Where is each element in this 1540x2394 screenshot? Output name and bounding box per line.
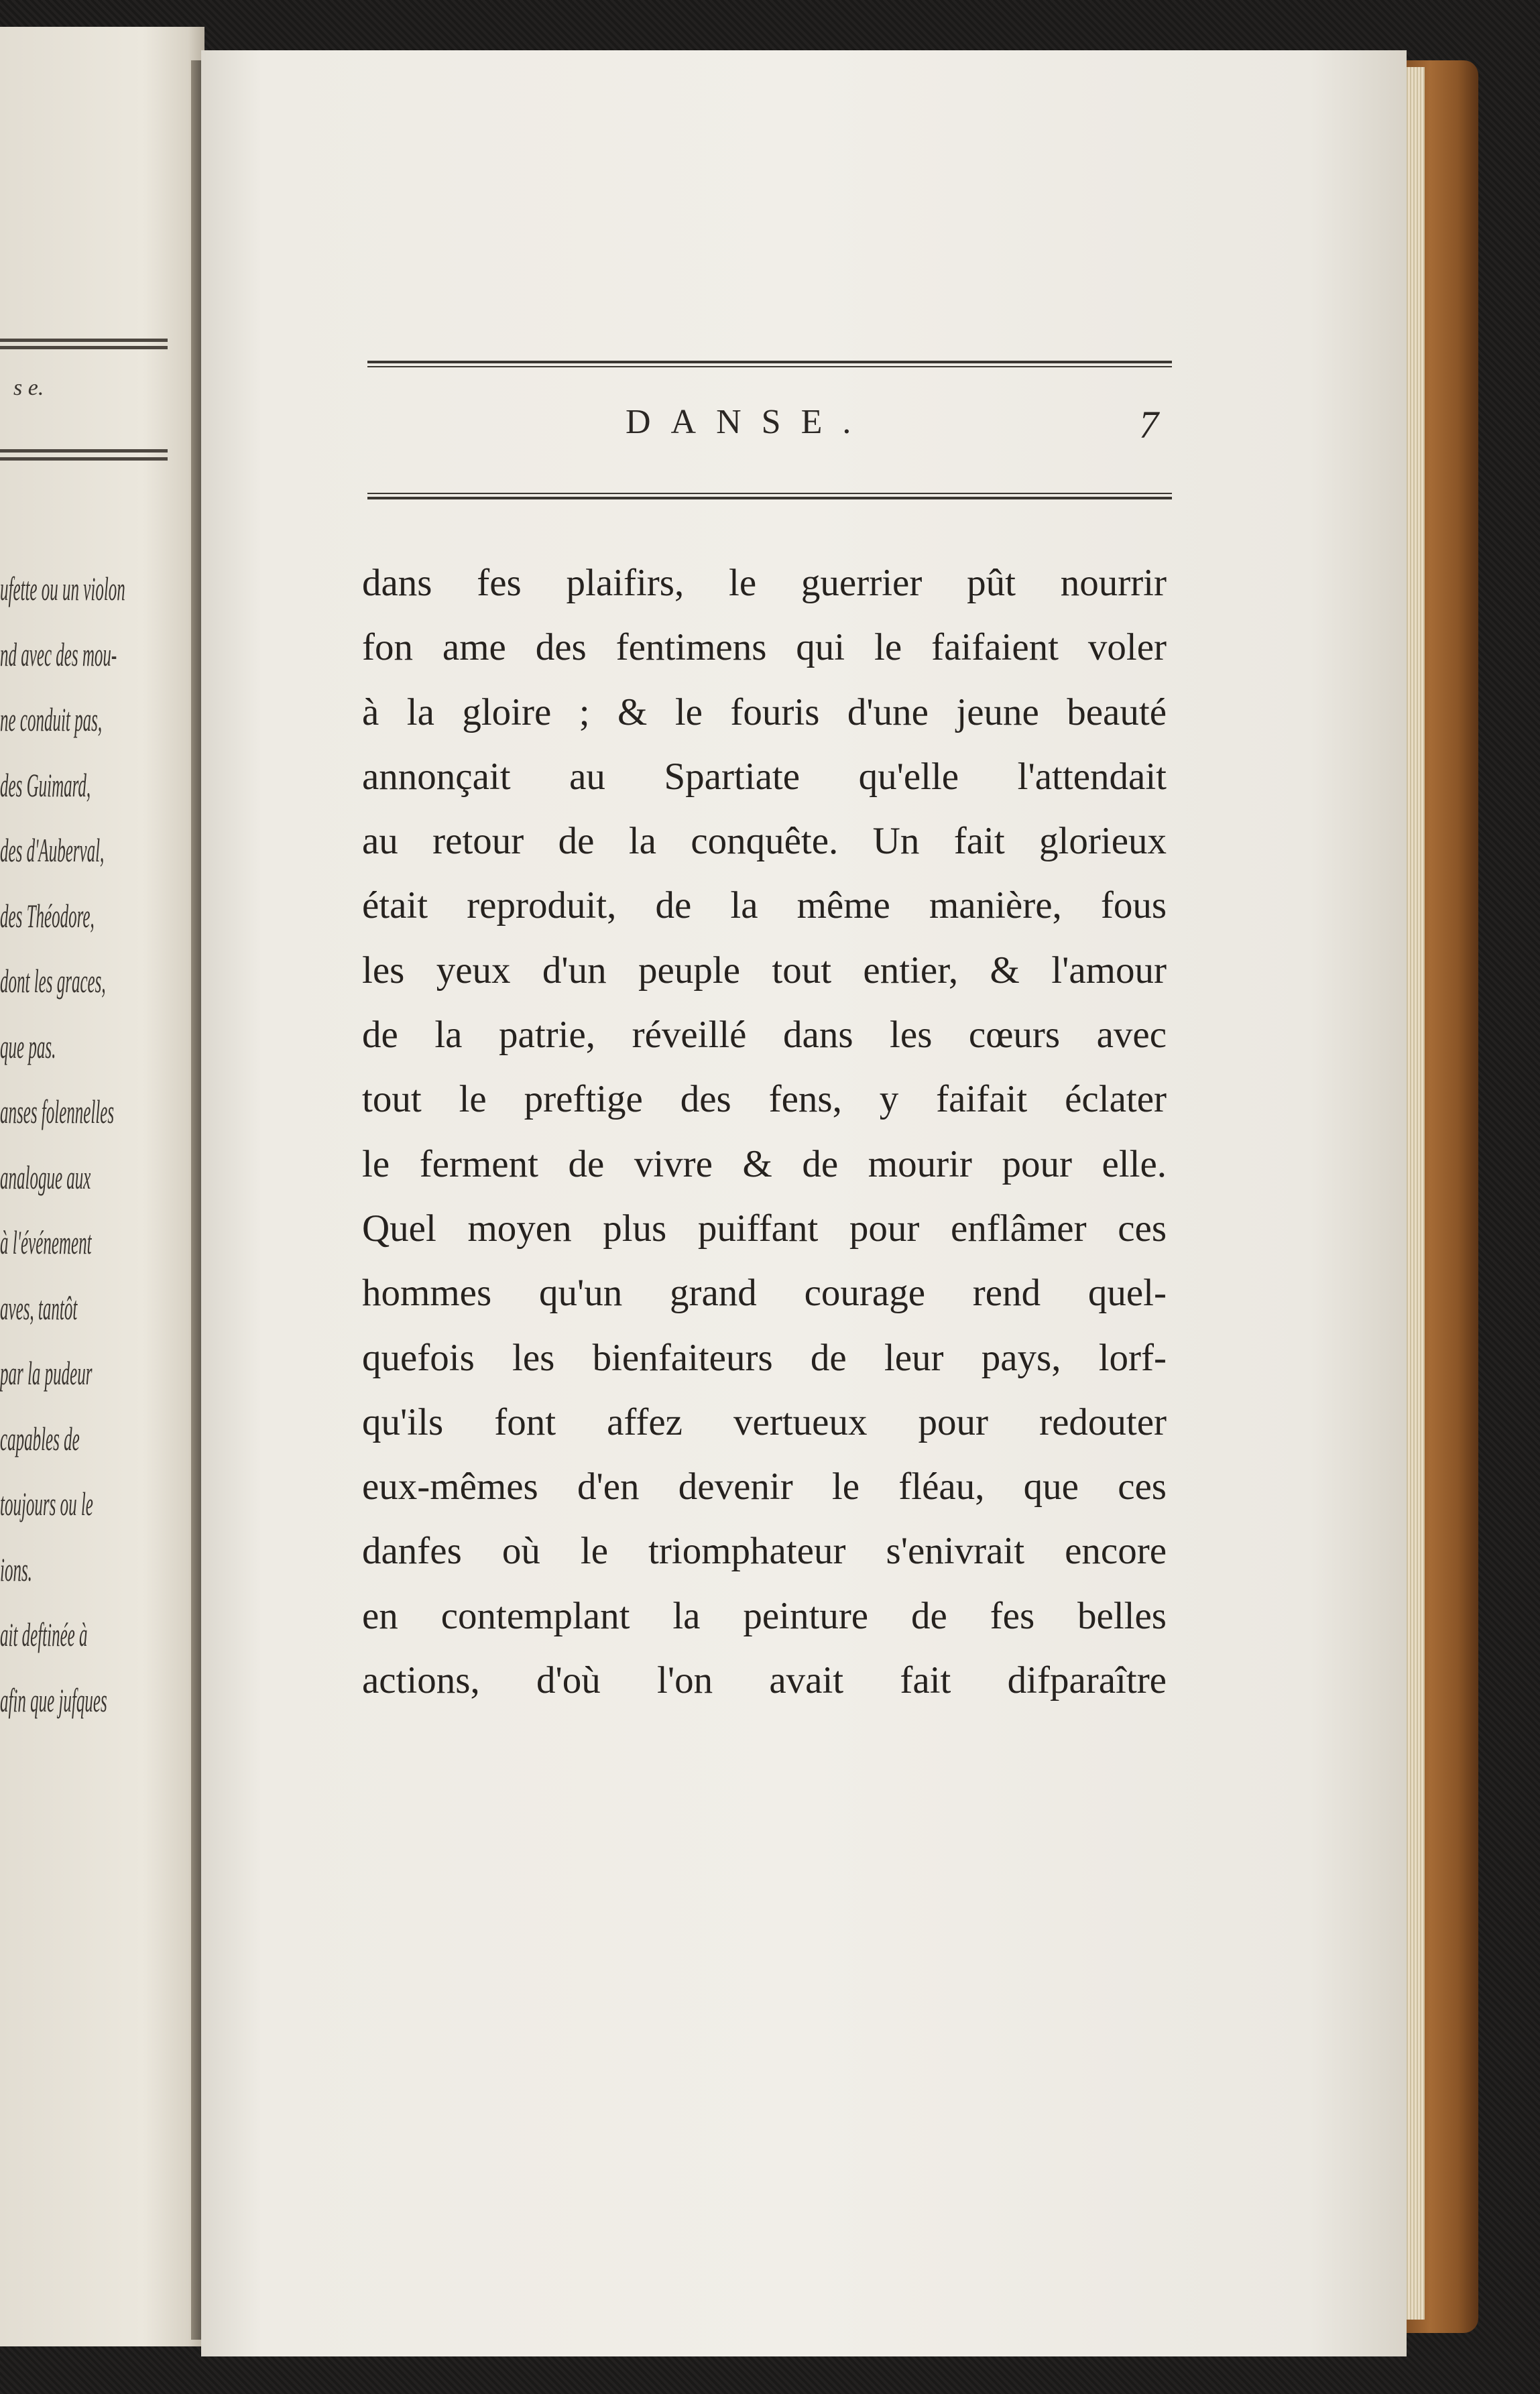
left-page — [0, 27, 204, 2346]
text-line: au retour de la conquête. Un fait glorieux — [362, 820, 1167, 863]
text-line: dans fes plaifirs, le guerrier pût nourrir — [362, 562, 1167, 604]
left-header-rule — [0, 339, 168, 342]
text-line: qu'ils font affez vertueux pour redouter — [362, 1400, 1167, 1443]
text-line: danfes où le triomphateur s'enivrait encore — [362, 1530, 1167, 1573]
running-header — [367, 402, 1172, 476]
left-header-rule — [0, 457, 168, 461]
text-line: à la gloire ; & le fouris d'une jeune beauté — [362, 691, 1167, 733]
text-line: eux-mêmes d'en devenir le fléau, que ces — [362, 1465, 1167, 1508]
left-text-line: aves, tantôt — [0, 1289, 78, 1327]
left-text-line: que pas. — [0, 1027, 56, 1065]
left-page-text — [0, 556, 201, 1733]
left-text-line: des d'Auberval, — [0, 831, 105, 869]
left-text-line: analogue aux — [0, 1158, 91, 1196]
text-line: fon ame des fentimens qui le faifaient voler — [362, 626, 1167, 669]
rule-line — [367, 366, 1172, 367]
left-text-line: à l'événement — [0, 1223, 92, 1261]
text-line: annonçait au Spartiate qu'elle l'attendait — [362, 755, 1167, 798]
header-rule-bottom — [367, 493, 1172, 499]
left-text-line: par la pudeur — [0, 1354, 93, 1392]
left-text-line: des Guimard, — [0, 766, 91, 804]
rule-line — [367, 497, 1172, 499]
left-text-line: dont les graces, — [0, 962, 106, 1000]
text-line: les yeux d'un peuple tout entier, & l'amour — [362, 949, 1167, 992]
left-text-line: toujours ou le — [0, 1485, 93, 1522]
text-line: le ferment de vivre & de mourir pour elle. — [362, 1142, 1167, 1185]
running-title: DANSE. — [626, 403, 872, 441]
text-line: Quel moyen plus puiffant pour enflâmer ces — [362, 1207, 1167, 1250]
rule-line — [367, 493, 1172, 494]
text-line: quefois les bienfaiteurs de leur pays, lorf- — [362, 1336, 1167, 1379]
body-text — [362, 551, 1167, 1713]
left-text-line: nd avec des mou- — [0, 635, 117, 673]
page-number: 7 — [1139, 403, 1159, 446]
text-line: tout le preftige des fens, y faifait éclater — [362, 1078, 1167, 1121]
header-rule-top — [367, 361, 1172, 367]
left-text-line: ait deftinée à — [0, 1616, 88, 1653]
text-line: hommes qu'un grand courage rend quel- — [362, 1272, 1167, 1315]
left-text-line: afin que jufques — [0, 1681, 107, 1719]
left-header-rule — [0, 449, 168, 453]
text-line: actions, d'où l'on avait fait difparaître — [362, 1659, 1167, 1702]
left-text-line: capables de — [0, 1419, 80, 1457]
left-text-line: ufette ou un violon — [0, 570, 125, 607]
left-text-line: des Théodore, — [0, 896, 95, 935]
left-text-line: ne conduit pas, — [0, 701, 103, 738]
text-line: de la patrie, réveillé dans les cœurs avec — [362, 1014, 1167, 1057]
left-header-fragment: s e. — [13, 375, 44, 400]
text-line: en contemplant la peinture de fes belles — [362, 1594, 1167, 1637]
left-header-rule — [0, 346, 168, 349]
left-text-line: ions. — [0, 1550, 32, 1588]
rule-line — [367, 361, 1172, 363]
text-line: était reproduit, de la même manière, fous — [362, 884, 1167, 927]
left-text-line: anses folennelles — [0, 1093, 115, 1130]
